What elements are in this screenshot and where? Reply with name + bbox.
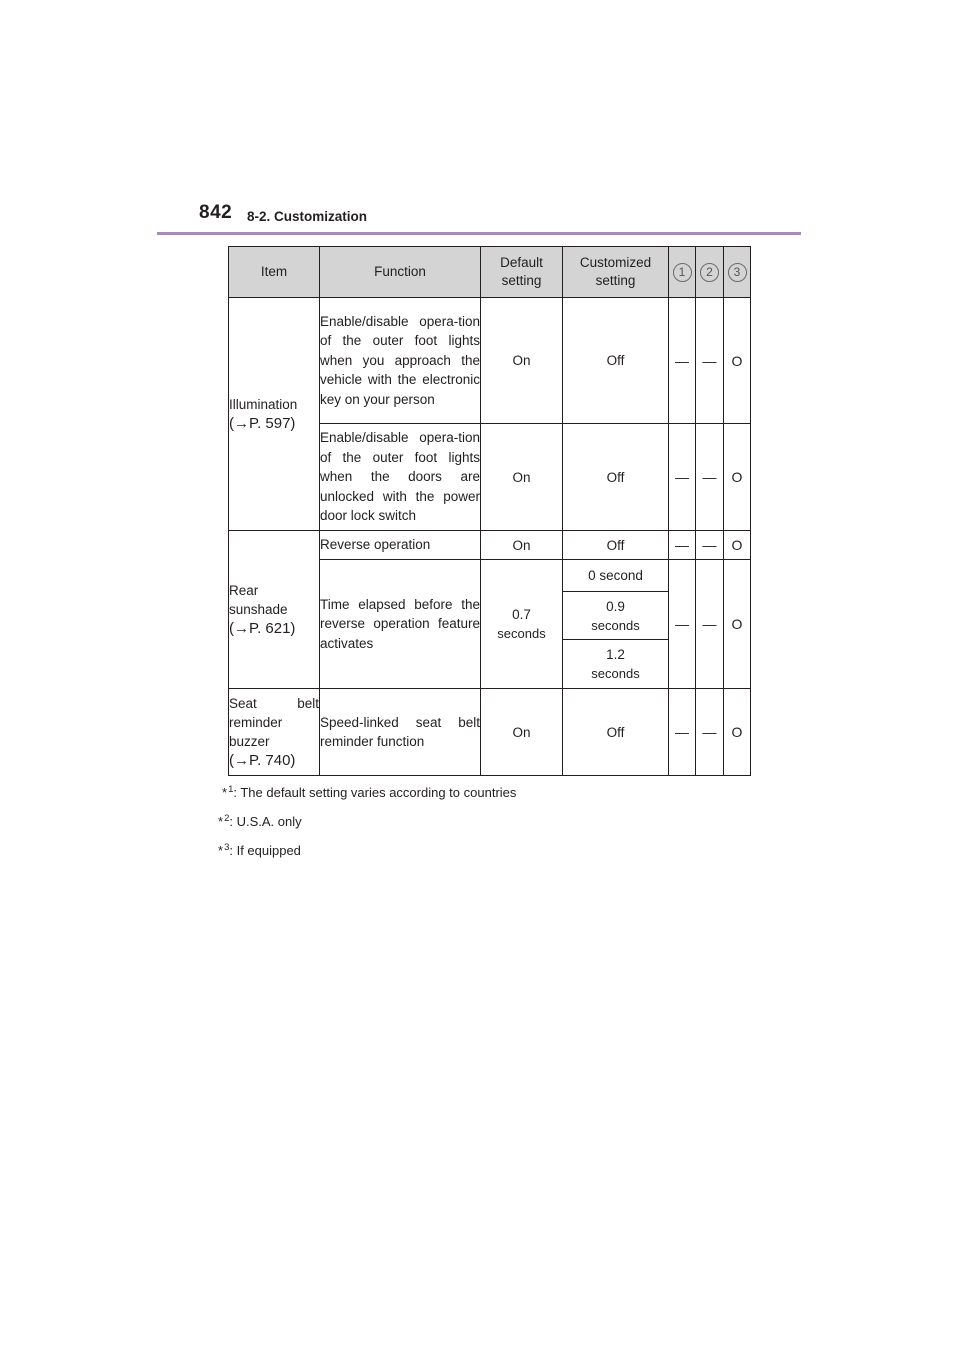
header-customized-line1: Customized xyxy=(579,255,652,270)
header-customized-setting xyxy=(563,247,669,298)
header-default-line1: Default xyxy=(500,255,543,270)
circled-3-icon: 3 xyxy=(728,263,747,282)
header-col-3 xyxy=(724,247,751,298)
item-rear-sunshade: Rear sunshade (→P. 621) xyxy=(229,531,320,689)
custom-cell: Off xyxy=(563,424,669,531)
custom-option-cell: 0 second xyxy=(563,560,669,592)
col-3-cell: O xyxy=(724,424,751,531)
header-default-setting xyxy=(481,247,563,298)
default-cell: On xyxy=(481,298,563,424)
header-col-1 xyxy=(669,247,696,298)
col-3-cell: O xyxy=(724,531,751,560)
page-ref: (→P. 740) xyxy=(229,752,296,769)
header-function: Function xyxy=(320,247,481,298)
header-rule xyxy=(157,232,801,235)
function-cell: Reverse operation xyxy=(320,531,481,560)
default-cell: On xyxy=(481,689,563,776)
col-1-cell: — xyxy=(669,298,696,424)
customization-table xyxy=(228,246,751,776)
footnote-3: *$^3$: If equipped xyxy=(218,842,301,858)
section-title: 8-2. Customization xyxy=(247,209,368,224)
default-cell: 0.7 seconds xyxy=(481,560,563,689)
table-row xyxy=(229,298,751,424)
col-1-cell: — xyxy=(669,560,696,689)
item-illumination: Illumination (→P. 597) xyxy=(229,298,320,531)
custom-cell: Off xyxy=(563,531,669,560)
page-ref: (→P. 597) xyxy=(229,415,296,432)
footnote-2: *$^2$: U.S.A. only xyxy=(218,813,302,829)
footnote-1: *$^1$: The default setting varies according to countries xyxy=(222,784,517,800)
col-2-cell: — xyxy=(696,298,724,424)
header-col-2 xyxy=(696,247,724,298)
page-number: 842 xyxy=(199,202,233,223)
header-customized-line2: setting xyxy=(595,273,636,288)
custom-cell: Off xyxy=(563,298,669,424)
item-seat-belt-reminder: Seat belt reminder buzzer (→P. 740) xyxy=(229,689,320,776)
col-1-cell: — xyxy=(669,424,696,531)
col-3-cell: O xyxy=(724,560,751,689)
custom-cell: Off xyxy=(563,689,669,776)
col-2-cell: — xyxy=(696,560,724,689)
page-ref: (→P. 621) xyxy=(229,620,296,637)
circled-1-icon: 1 xyxy=(673,263,692,282)
col-2-cell: — xyxy=(696,531,724,560)
col-3-cell: O xyxy=(724,298,751,424)
header-item: Item xyxy=(229,247,320,298)
table-header-row xyxy=(229,247,751,298)
default-cell: On xyxy=(481,531,563,560)
custom-option-cell: 0.9 seconds xyxy=(563,592,669,640)
default-cell: On xyxy=(481,424,563,531)
header-default-line2: setting xyxy=(501,273,542,288)
col-1-cell: — xyxy=(669,689,696,776)
circled-2-icon: 2 xyxy=(700,263,719,282)
table-row xyxy=(229,689,751,776)
col-1-cell: — xyxy=(669,531,696,560)
function-cell: Time elapsed before the reverse operation feature activates xyxy=(320,560,481,689)
function-cell: Enable/disable opera-tion of the outer foot lights when you approach the vehicle with the electronic key on your person xyxy=(320,298,481,424)
col-2-cell: — xyxy=(696,689,724,776)
table-row xyxy=(229,531,751,560)
function-cell: Enable/disable opera-tion of the outer foot lights when the doors are unlocked with the power door lock switch xyxy=(320,424,481,531)
function-cell: Speed-linked seat belt reminder function xyxy=(320,689,481,776)
col-2-cell: — xyxy=(696,424,724,531)
col-3-cell: O xyxy=(724,689,751,776)
custom-option-cell: 1.2 seconds xyxy=(563,640,669,689)
